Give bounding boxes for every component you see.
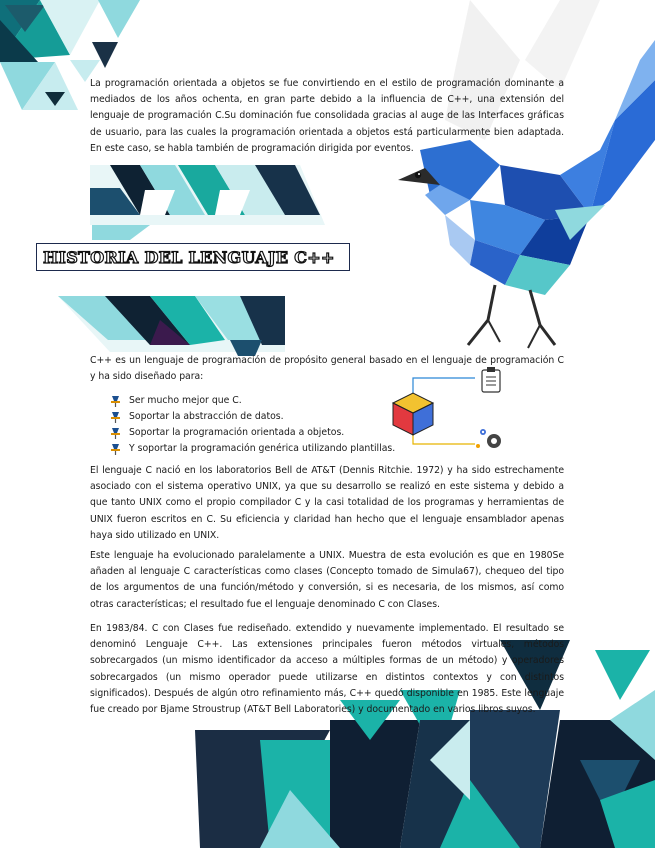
pushpin-icon — [110, 412, 121, 423]
list-item-text: Ser mucho mejor que C. — [129, 395, 242, 406]
gears-icon — [476, 429, 501, 448]
redesign-paragraph: En 1983/84. C con Clases fue rediseñado. extendido y nuevamente implementado. El resultado se denominó Lenguaje C++. Las extensiones principales fueron métodos virtuales, métodos sobrecargados (un mismo identificador da acceso a múltiples formas de un método) y operadores sobrecargados (un mismo operador puede utilizarse en distintos contextos y con distintos significados). Después de algún otro refinamiento más, C++ quedó disponible en 1985. Este lenguaje fue creado por Bjame Stroustrup (AT&T Bell Laboratories) y documentado en varios libros suyos. — [90, 623, 564, 716]
evolution-paragraph: Este lenguaje ha evolucionado paralelamente a UNIX. Muestra de esta evolución es que en 1980Se añaden al lenguaje C características como clases (Concepto tomado de Simula67), chequeo del tipo de los argumentos de una función/método y conversión, si es necesaria, de los mismos, así como otras características; el resultado fue el lenguaje denominado C con Clases. — [90, 550, 564, 610]
bird-illustration — [398, 0, 655, 348]
lower-stripe-band — [58, 296, 285, 356]
pushpin-icon — [110, 396, 121, 407]
list-item-text: Y soportar la programación genérica utilizando plantillas. — [129, 443, 396, 454]
definition-paragraph: C++ es un lenguaje de programación de propósito general basado en el lenguaje de programación C y ha sido diseñado para: — [90, 355, 564, 383]
intro-paragraph: La programación orientada a objetos se fue convirtiendo en el estilo de programación dominante a mediados de los años ochenta, en gran parte debido a la influencia de C++, una extensión del lenguaje de programación C.Su dominación fue consolidada gracias al auge de las Interfaces gráficas de usuario, para las cuales la programación orientada a objetos está particularmente bien adaptada. En este caso, se habla también de programación dirigida por eventos. — [90, 78, 564, 154]
list-item — [110, 425, 395, 441]
list-item-text: Soportar la abstracción de datos. — [129, 411, 284, 422]
design-goals-list — [110, 393, 395, 457]
pushpin-icon — [110, 428, 121, 439]
cube-icon — [393, 393, 433, 435]
list-item — [110, 393, 395, 409]
section-title-box — [36, 243, 350, 271]
list-item-text: Soportar la programación orientada a objetos. — [129, 427, 345, 438]
pushpin-icon — [110, 444, 121, 455]
section-title: HISTORIA DEL LENGUAJE C++ — [43, 248, 335, 267]
list-item — [110, 441, 395, 457]
upper-stripe-band — [90, 165, 325, 240]
list-item — [110, 409, 395, 425]
origin-paragraph: El lenguaje C nació en los laboratorios Bell de AT&T (Dennis Ritchie. 1972) y ha sido estrechamente asociado con el sistema operativo UNIX, ya que su desarrollo se realizó en este sistema y debido a que tanto UNIX como el propio compilador C y la casi totalidad de los programas y herramientas de UNIX fueron escritos en C. Su eficiencia y claridad han hecho que el lenguaje ensamblador apenas haya sido utilizado en UNIX. — [90, 465, 564, 541]
